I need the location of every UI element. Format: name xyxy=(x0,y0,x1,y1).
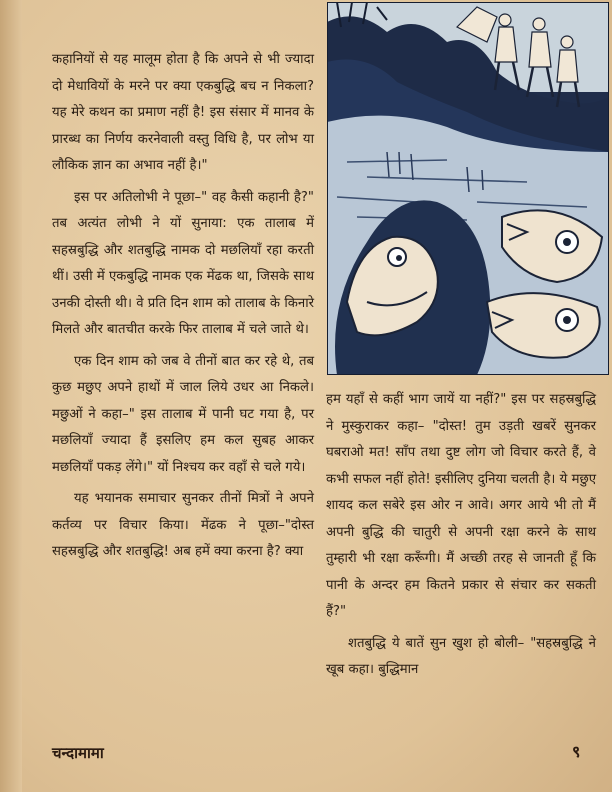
story-paragraph: एक दिन शाम को जब वे तीनों बात कर रहे थे, तब कुछ मछुए अपने हाथों में जाल लिये उधर आ निकले। मछुओं ने कहा–" इस तालाब में पानी घट गया है, पर मछलियाँ ज्यादा हैं इसलिए हम कल सुबह आकर मछलियाँ पकड़ लेंगे।" यों निश्चय कर वहाँ से चले गये। xyxy=(52,353,314,475)
story-illustration xyxy=(327,2,609,375)
illustration-svg xyxy=(327,2,609,375)
story-paragraph: यह भयानक समाचार सुनकर तीनों मित्रों ने अपने कर्तव्य पर विचार किया। मेंढक ने पूछा–"दोस्त सहस्रबुद्धि और शतबुद्धि! अब हमें क्या करना है? क्या xyxy=(52,491,314,559)
story-paragraph: हम यहाँ से कहीं भाग जायें या नहीं?" इस पर सहस्रबुद्धि ने मुस्कुराकर कहा– "दोस्त! तुम उड़ती खबरें सुनकर घबराओ मत! साँप तथा दुष्ट लोग जो विचार करते हैं, वे कभी सफल नहीं होते! इसीलिए दुनिया चलती है। ये मछुए शायद कल सबेरे इस ओर न आवे। अगर आये भी तो मैं अपनी बुद्धि की चातुरी से अपनी रक्षा करने के साथ तुम्हारी भी रक्षा करूँगी। मैं अच्छी तरह से जानती हूँ कि पानी के अन्दर हम कितने प्रकार से संचार कर सकती हैं?" xyxy=(326,392,596,619)
story-column-left xyxy=(52,47,314,566)
story-column-right xyxy=(326,387,596,684)
story-paragraph: कहानियों से यह मालूम होता है कि अपने से भी ज्यादा दो मेधावियों के मरने पर क्या एकबुद्धि बच न निकला? यह मेरे कथन का प्रमाण नहीं है! इस संसार में मानव के प्रारब्ध का निर्णय करनेवाली वस्तु विधि है, पर लोभ या लौकिक ज्ञान का अभाव नहीं है।" xyxy=(52,52,314,173)
story-paragraph: इस पर अतिलोभी ने पूछा–" वह कैसी कहानी है?" तब अत्यंत लोभी ने यों सुनाया: एक तालाब में सहस्रबुद्धि और शतबुद्धि नामक दो मछलियाँ रहा करती थीं। उसी में एकबुद्धि नामक एक मेंढक था, जिसके साथ उनकी दोस्ती थी। वे प्रति दिन शाम को तालाब के किनारे मिलते और बातचीत करके फिर तालाब में चले जाते थे। xyxy=(52,189,314,337)
story-paragraph: शतबुद्धि ये बातें सुन खुश हो बोली– "सहस्रबुद्धि ने खूब कहा। बुद्धिमान xyxy=(326,635,596,677)
magazine-title: चन्दामामा xyxy=(52,744,104,762)
page-number: ९ xyxy=(572,742,581,761)
page-gutter xyxy=(0,0,22,792)
